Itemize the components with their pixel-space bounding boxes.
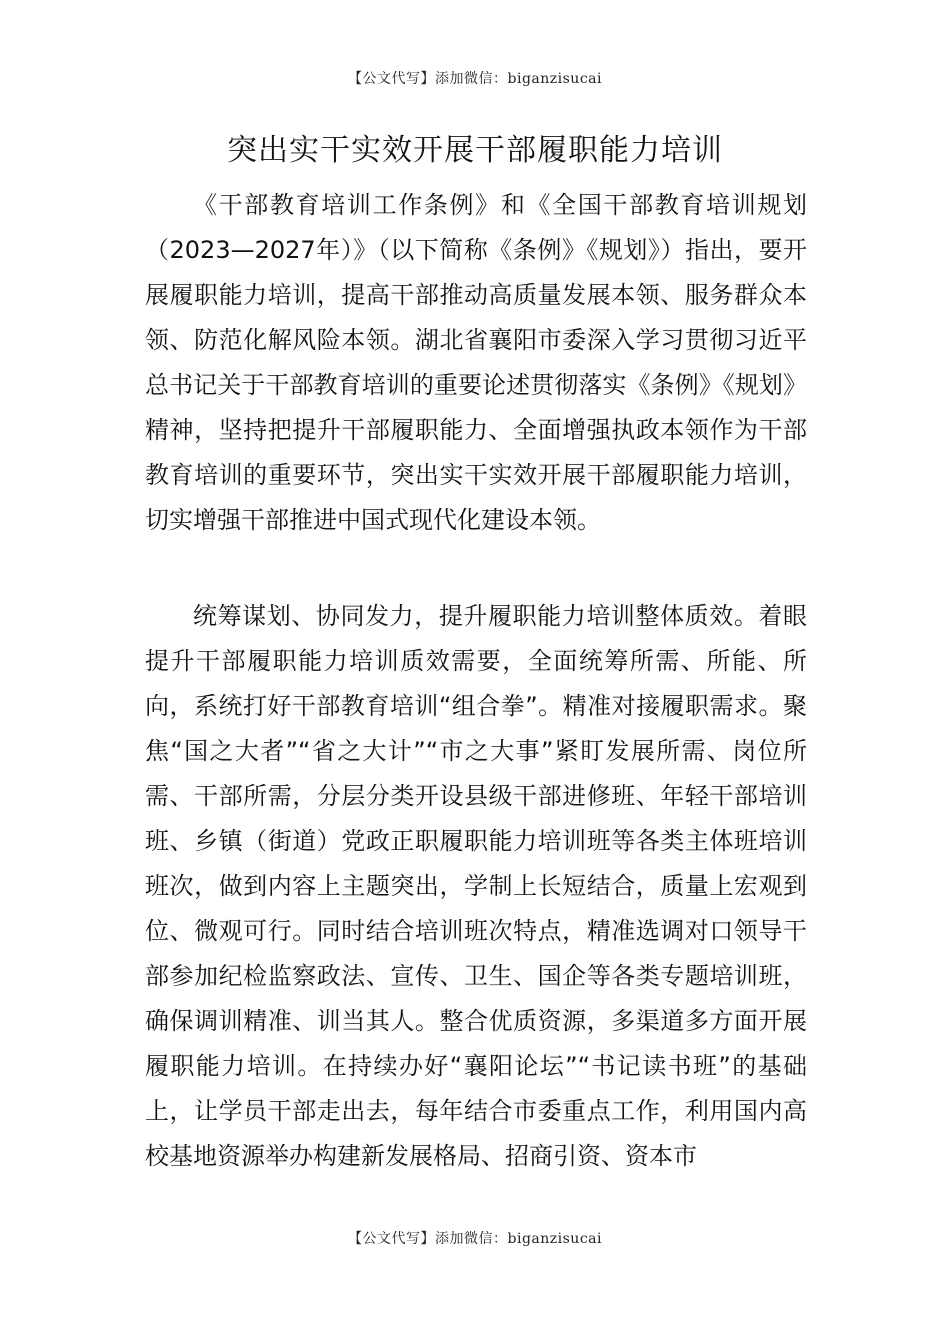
body-paragraph-1: 《干部教育培训工作条例》和《全国干部教育培训规划（2023—2027年）》（以下简称《条例》《规划》）指出，要开展履职能力培训，提高干部推动高质量发展本领、服务群众本领、防范化解风险本领。湖北省襄阳市委深入学习贯彻习近平总书记关于干部教育培训的重要论述贯彻落实《条例》《规划》精神，坚持把提升干部履职能力、全面增强执政本领作为干部教育培训的重要环节，突出实干实效开展干部履职能力培训，切实增强干部推进中国式现代化建设本领。 [145, 191, 807, 534]
page-header-watermark: 【公文代写】添加微信：biganzisucai [348, 71, 602, 87]
page-footer-watermark: 【公文代写】添加微信：biganzisucai [348, 1231, 602, 1247]
body-paragraph-2: 统筹谋划、协同发力，提升履职能力培训整体质效。着眼提升干部履职能力培训质效需要，全面统筹所需、所能、所向，系统打好干部教育培训“组合拳”。精准对接履职需求。聚焦“国之大者”“省之大计”“市之大事”紧盯发展所需、岗位所需、干部所需，分层分类开设县级干部进修班、年轻干部培训班、乡镇（街道）党政正职履职能力培训班等各类主体班培训班次，做到内容上主题突出，学制上长短结合，质量上宏观到位、微观可行。同时结合培训班次特点，精准选调对口领导干部参加纪检监察政法、宣传、卫生、国企等各类专题培训班，确保调训精准、训当其人。整合优质资源，多渠道多方面开展履职能力培训。在持续办好“襄阳论坛”“书记读书班”的基础上，让学员干部走出去，每年结合市委重点工作，利用国内高校基地资源举办构建新发展格局、招商引资、资本市 [145, 602, 807, 1170]
document-title: 突出实干实效开展干部履职能力培训 [227, 133, 723, 168]
